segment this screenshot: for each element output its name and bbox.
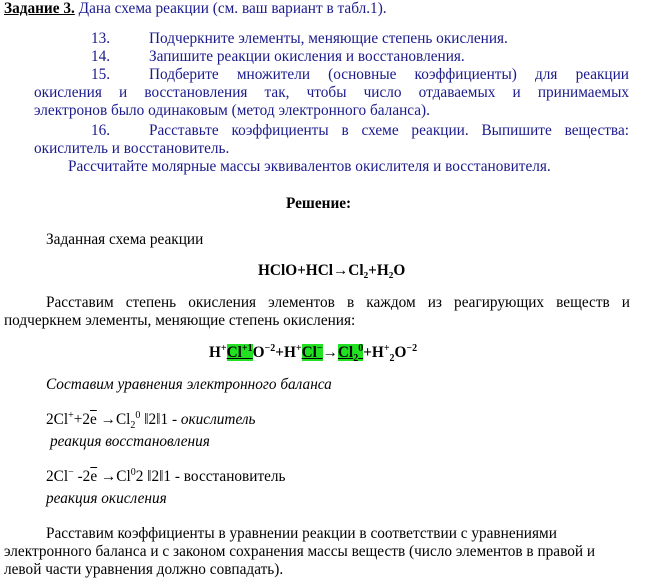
highlighted-element: $Cl^{+1}$ [226, 342, 253, 361]
electron-symbol: $\overline{e}$ [90, 411, 97, 428]
arrow-icon: → [96, 411, 116, 428]
highlighted-element: Cl− [301, 342, 323, 361]
formula-sup: −2 [264, 342, 276, 354]
list-item [91, 48, 465, 66]
equation-note: реакция окисления [46, 490, 167, 507]
paragraph: электронного баланса и с законом сохранения массы веществ (число элементов в правой и [4, 543, 596, 560]
item-text: Расставьте коэффициенты в схеме реакции. Выпишите вещества: [149, 122, 629, 139]
list-item [91, 66, 629, 84]
item-continuation: электронов было одинаковым (метод электронного баланса). [34, 102, 430, 119]
item-continuation: окислитель и восстановитель. [34, 140, 230, 157]
list-item [91, 30, 508, 48]
item-continuation: окисления и восстановления так, чтобы число отдаваемых и принимаемых [34, 84, 629, 101]
equation-note: реакция восстановления [50, 433, 210, 450]
given-label: Заданная схема реакции [46, 231, 204, 248]
solution-heading: Решение: [286, 195, 352, 212]
reaction-scheme: HClO+HCl→Cl₂+H₂O [258, 262, 406, 279]
paragraph: Расставим степень окисления элементов в каждом из реагирующих веществ и [46, 294, 630, 311]
task-label: Задание 3. [4, 0, 75, 17]
item-number: 14. [91, 48, 111, 65]
formula-text: O [252, 344, 265, 361]
paragraph: левой части уравнения должно совпадать). [4, 561, 284, 578]
balance-heading: Составим уравнения электронного баланса [46, 376, 332, 393]
highlighted-element: $Cl_2^0$ [337, 342, 364, 365]
item-number: 16. [91, 122, 111, 139]
half-equation-oxidation: 2Cl− $-2\overline{e} \to Cl^02$ ‖2‖1 - восстановитель [46, 466, 286, 485]
list-item [91, 122, 629, 140]
paragraph: подчеркнем элементы, меняющие степень окисления: [4, 312, 356, 329]
arrow-icon: → [97, 468, 117, 485]
item-number: 13. [91, 30, 111, 47]
item-text: Подчеркните элементы, меняющие степень окисления. [149, 30, 508, 47]
half-equation-reduction: $2Cl^++2\overline{e} \to Cl_2^0$ ‖2‖1 - окислитель [46, 409, 256, 432]
paragraph: Расставим коэффициенты в уравнении реакции в соответствии с уравнениями [46, 525, 557, 542]
arrow-icon: → [322, 344, 338, 361]
item-text: Запишите реакции окисления и восстановления. [149, 48, 465, 65]
task-extra: Рассчитайте молярные массы эквивалентов окислителя и восстановителя. [68, 158, 551, 175]
item-text: Подберите множители (основные коэффициенты) для реакции [149, 66, 629, 83]
task-text: Дана схема реакции (см. ваш вариант в табл.1). [74, 0, 387, 17]
formula-sup: + [220, 342, 227, 354]
formula-text: H [209, 344, 221, 361]
role-label: окислитель [180, 411, 256, 428]
oxidation-state-equation: $H^+Cl^{+1}O^{-2}+H^+Cl^-\to Cl_2^0+H^+_2O^{-2}$ [209, 342, 418, 365]
electron-symbol: $\overline{e}$ [90, 468, 98, 485]
item-number: 15. [91, 66, 111, 83]
task-header [4, 0, 387, 18]
